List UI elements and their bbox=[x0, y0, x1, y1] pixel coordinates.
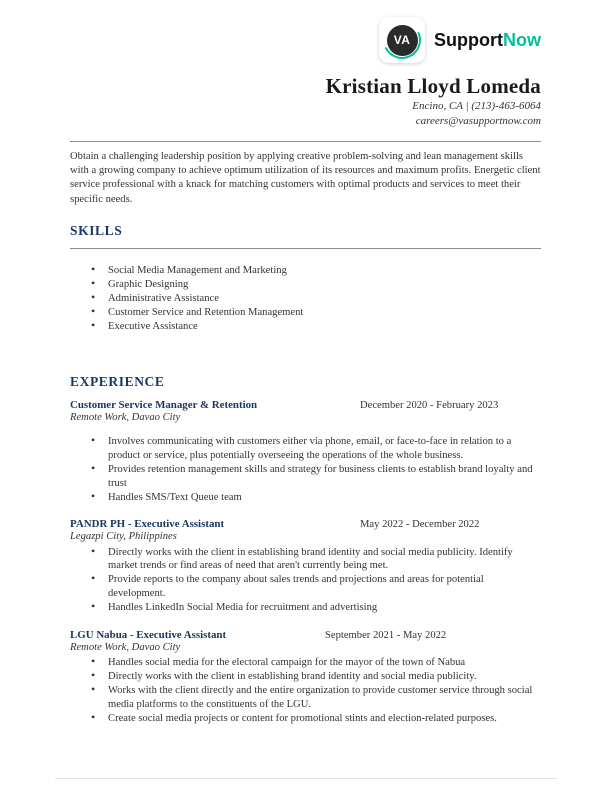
va-badge-text: VA bbox=[387, 25, 418, 56]
job-location: Legazpi City, Philippines bbox=[70, 531, 177, 543]
skill-item: • Customer Service and Retention Management bbox=[70, 306, 541, 320]
job-bullet: • Directly works with the client in establishing brand identity and social media publicity. Identify market trends or find areas of need that aren't currently being met. bbox=[70, 546, 541, 573]
candidate-name: Kristian Lloyd Lomeda bbox=[325, 74, 541, 98]
summary-paragraph: Obtain a challenging leadership position by applying creative problem-solving and lean management skills with a growing company to achieve optimum utilization of its resources and maximum profits. Energetic client service professional with a knack for matching customers with optimal products and services to meet their specific needs. bbox=[70, 151, 541, 205]
brand-now: Now bbox=[503, 29, 541, 50]
job-header bbox=[70, 399, 541, 411]
job-location: Remote Work, Davao City bbox=[70, 411, 181, 423]
skill-item: • Executive Assistance bbox=[70, 320, 541, 334]
skill-item: • Administrative Assistance bbox=[70, 292, 541, 306]
job-title: Customer Service Manager & Retention bbox=[70, 398, 258, 411]
job-dates: September 2021 - May 2022 bbox=[325, 629, 447, 641]
brand-support: Support bbox=[434, 29, 503, 50]
header-divider bbox=[70, 141, 541, 142]
job-bullet: • Directly works with the client in establishing brand identity and social media publicity. bbox=[70, 670, 541, 684]
job-location: Remote Work, Davao City bbox=[70, 641, 181, 653]
job-dates: May 2022 - December 2022 bbox=[360, 519, 480, 531]
job-dates: December 2020 - February 2023 bbox=[360, 399, 499, 411]
brand-wordmark bbox=[434, 30, 541, 51]
skills-divider bbox=[70, 248, 541, 249]
job-bullet: • Involves communicating with customers either via phone, email, or face-to-face in relation to a product or service, plus potentially overseeing the operations of the whole business. bbox=[70, 435, 541, 462]
job-bullet-list bbox=[70, 435, 541, 504]
job-bullet: • Handles LinkedIn Social Media for recruitment and advertising bbox=[70, 601, 541, 615]
page-bottom-edge bbox=[55, 778, 557, 779]
job-bullet: • Create social media projects or content for promotional stints and election-related purposes. bbox=[70, 712, 541, 726]
contact-location-phone: Encino, CA | (213)-463-6064 bbox=[412, 100, 541, 112]
skills-heading: SKILLS bbox=[70, 222, 123, 238]
skills-list bbox=[70, 264, 541, 334]
job-header bbox=[70, 629, 541, 641]
job-title: LGU Nabua - Executive Assistant bbox=[70, 628, 227, 641]
contact-email: careers@vasupportnow.com bbox=[415, 114, 541, 127]
job-bullet-list bbox=[70, 546, 541, 615]
skill-item: • Graphic Designing bbox=[70, 278, 541, 292]
job-entry bbox=[70, 518, 541, 614]
job-bullet: • Handles SMS/Text Queue team bbox=[70, 491, 541, 505]
job-bullet-list bbox=[70, 656, 541, 725]
supportnow-logo bbox=[70, 14, 541, 66]
job-entry bbox=[70, 399, 541, 504]
skill-item: • Social Media Management and Marketing bbox=[70, 264, 541, 278]
job-bullet: • Provide reports to the company about sales trends and projections and areas for potential development. bbox=[70, 573, 541, 600]
job-entry bbox=[70, 629, 541, 726]
job-bullet: • Handles social media for the electoral campaign for the mayor of the town of Nabua bbox=[70, 656, 541, 670]
job-bullet: • Provides retention management skills and strategy for business clients to establish brand loyalty and trust bbox=[70, 463, 541, 490]
job-header bbox=[70, 518, 541, 530]
job-bullet: • Works with the client directly and the entire organization to provide customer service through social media platforms to the constituents of the LGU. bbox=[70, 684, 541, 711]
va-badge-icon bbox=[379, 17, 425, 63]
experience-heading: EXPERIENCE bbox=[70, 373, 165, 389]
job-title: PANDR PH - Executive Assistant bbox=[70, 518, 225, 531]
